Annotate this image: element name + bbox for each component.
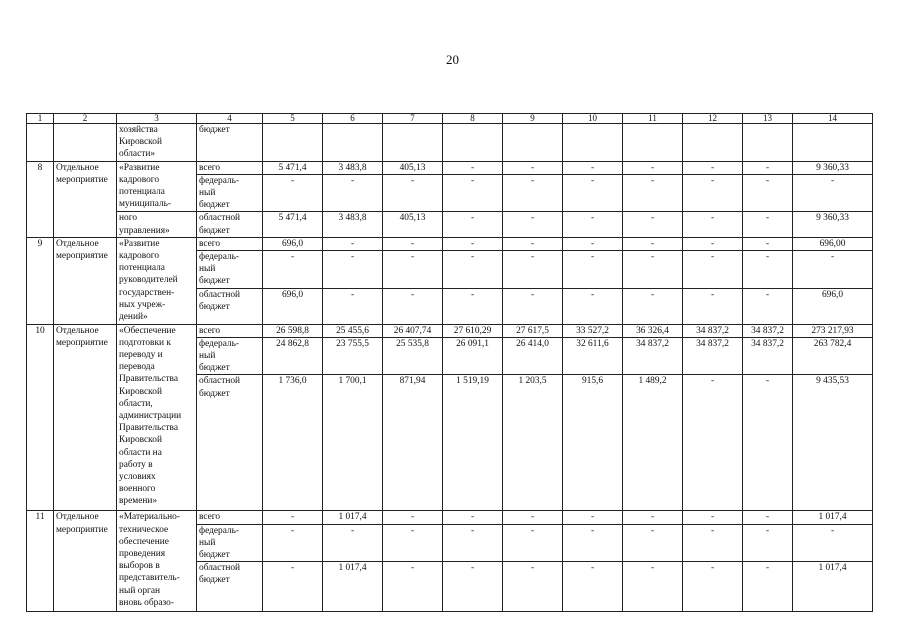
event-number: 8 (27, 161, 54, 237)
budget-value: - (743, 524, 793, 562)
column-number: 2 (54, 114, 117, 124)
budget-value: - (623, 288, 683, 324)
budget-value: 9 435,53 (793, 375, 873, 511)
budget-value: - (503, 251, 563, 289)
budget-value: - (503, 237, 563, 250)
budget-value: - (323, 524, 383, 562)
budget-value: - (383, 562, 443, 612)
column-number: 11 (623, 114, 683, 124)
column-number: 4 (197, 114, 263, 124)
column-number: 8 (443, 114, 503, 124)
event-type: Отдельное мероприятие (54, 161, 117, 237)
funding-source: бюджет (197, 124, 263, 162)
funding-source: федераль- ный бюджет (197, 337, 263, 375)
budget-value: - (503, 288, 563, 324)
budget-value: - (623, 511, 683, 524)
event-name: «Развитие кадрового потенциала руководителей государствен- ных учреж- дений» (117, 237, 197, 324)
budget-table (26, 113, 873, 612)
budget-value: - (503, 562, 563, 612)
budget-value: - (443, 288, 503, 324)
budget-value: - (383, 174, 443, 212)
budget-value: - (563, 212, 623, 237)
budget-value: 9 360,33 (793, 161, 873, 174)
funding-source: областной бюджет (197, 562, 263, 612)
column-number: 9 (503, 114, 563, 124)
budget-value: 27 617,5 (503, 324, 563, 337)
budget-value: 25 455,6 (323, 324, 383, 337)
budget-row (27, 212, 873, 237)
budget-value: 5 471,4 (263, 161, 323, 174)
budget-value: - (743, 251, 793, 289)
budget-value: 1 700,1 (323, 375, 383, 511)
budget-value: - (793, 251, 873, 289)
budget-value: - (683, 562, 743, 612)
budget-value: - (563, 524, 623, 562)
budget-value: 27 610,29 (443, 324, 503, 337)
budget-value: 34 837,2 (683, 337, 743, 375)
budget-value: - (383, 288, 443, 324)
budget-value: - (683, 161, 743, 174)
continuation-row (27, 124, 873, 162)
column-number: 10 (563, 114, 623, 124)
budget-value: - (443, 251, 503, 289)
budget-value: - (443, 511, 503, 524)
column-number: 13 (743, 114, 793, 124)
budget-row (27, 511, 873, 524)
budget-value: - (793, 174, 873, 212)
budget-value: - (383, 251, 443, 289)
budget-value: - (563, 174, 623, 212)
budget-value: 1 017,4 (793, 511, 873, 524)
budget-value: - (793, 524, 873, 562)
budget-value: 34 837,2 (623, 337, 683, 375)
budget-value: 1 489,2 (623, 375, 683, 511)
budget-value: 405,13 (383, 161, 443, 174)
event-number: 9 (27, 237, 54, 324)
budget-value: 696,0 (793, 288, 873, 324)
funding-source: всего (197, 511, 263, 524)
budget-value: - (683, 174, 743, 212)
funding-source: областной бюджет (197, 212, 263, 237)
funding-source: областной бюджет (197, 288, 263, 324)
budget-value: 34 837,2 (743, 324, 793, 337)
budget-value: - (743, 288, 793, 324)
budget-value: 696,00 (793, 237, 873, 250)
budget-value: 405,13 (383, 212, 443, 237)
budget-value: - (623, 251, 683, 289)
column-number: 1 (27, 114, 54, 124)
budget-value: 3 483,8 (323, 161, 383, 174)
budget-value: - (623, 174, 683, 212)
column-number-row (27, 114, 873, 124)
budget-value: 9 360,33 (793, 212, 873, 237)
budget-value: - (323, 237, 383, 250)
budget-value: - (263, 524, 323, 562)
budget-value: 3 483,8 (323, 212, 383, 237)
budget-value: - (263, 174, 323, 212)
budget-value: 34 837,2 (683, 324, 743, 337)
budget-value: - (743, 511, 793, 524)
budget-value: 1 017,4 (323, 511, 383, 524)
column-number: 12 (683, 114, 743, 124)
budget-value: - (323, 174, 383, 212)
funding-source: всего (197, 324, 263, 337)
budget-value: - (443, 562, 503, 612)
budget-value: 273 217,93 (793, 324, 873, 337)
budget-value: - (743, 237, 793, 250)
funding-source: областной бюджет (197, 375, 263, 511)
funding-source: федераль- ный бюджет (197, 174, 263, 212)
budget-value: - (743, 562, 793, 612)
budget-value: - (683, 375, 743, 511)
budget-value: - (623, 237, 683, 250)
funding-source: всего (197, 237, 263, 250)
funding-source: федераль- ный бюджет (197, 524, 263, 562)
budget-value: - (623, 524, 683, 562)
budget-value: - (683, 511, 743, 524)
budget-value: 1 519,19 (443, 375, 503, 511)
column-number: 7 (383, 114, 443, 124)
budget-value: 34 837,2 (743, 337, 793, 375)
budget-value: - (683, 212, 743, 237)
budget-value: - (503, 511, 563, 524)
budget-value: - (443, 174, 503, 212)
budget-value: - (263, 251, 323, 289)
budget-value: - (743, 212, 793, 237)
budget-row (27, 237, 873, 250)
budget-value: - (683, 288, 743, 324)
budget-value: - (323, 251, 383, 289)
budget-value: - (563, 161, 623, 174)
budget-value: - (623, 161, 683, 174)
budget-value: 915,6 (563, 375, 623, 511)
budget-value: - (623, 212, 683, 237)
budget-value: - (563, 511, 623, 524)
budget-value: - (503, 174, 563, 212)
budget-value: 26 407,74 (383, 324, 443, 337)
budget-value: - (263, 562, 323, 612)
funding-source: всего (197, 161, 263, 174)
budget-value: - (683, 237, 743, 250)
budget-value: - (563, 251, 623, 289)
event-name: «Развитие кадрового потенциала муниципаль- (117, 161, 197, 212)
budget-value: - (683, 251, 743, 289)
budget-value: 25 535,8 (383, 337, 443, 375)
budget-value: - (383, 511, 443, 524)
event-type: Отдельное мероприятие (54, 324, 117, 511)
budget-value: - (623, 562, 683, 612)
budget-value: - (383, 524, 443, 562)
budget-row (27, 324, 873, 337)
budget-value: - (503, 524, 563, 562)
event-type: Отдельное мероприятие (54, 511, 117, 612)
budget-value: - (383, 237, 443, 250)
budget-value: 263 782,4 (793, 337, 873, 375)
budget-value: - (563, 237, 623, 250)
budget-value: 871,94 (383, 375, 443, 511)
column-number: 5 (263, 114, 323, 124)
budget-value: - (503, 212, 563, 237)
budget-value: - (263, 511, 323, 524)
budget-value: 36 326,4 (623, 324, 683, 337)
funding-source: федераль- ный бюджет (197, 251, 263, 289)
event-number: 11 (27, 511, 54, 612)
budget-value: - (443, 161, 503, 174)
budget-value: 26 414,0 (503, 337, 563, 375)
event-number: 10 (27, 324, 54, 511)
budget-value: - (743, 174, 793, 212)
column-number: 3 (117, 114, 197, 124)
budget-value: - (683, 524, 743, 562)
budget-value: 1 203,5 (503, 375, 563, 511)
budget-value: - (443, 212, 503, 237)
budget-value: 23 755,5 (323, 337, 383, 375)
page-number: 20 (446, 52, 459, 67)
budget-value: 32 611,6 (563, 337, 623, 375)
budget-value: 26 091,1 (443, 337, 503, 375)
event-name: «Материально- техническое обеспечение проведения выборов в представитель- ный орган вновь образо- (117, 511, 197, 612)
budget-value: 33 527,2 (563, 324, 623, 337)
budget-value: - (743, 375, 793, 511)
event-name: хозяйства Кировской области» (117, 124, 197, 162)
budget-value: 1 017,4 (793, 562, 873, 612)
column-number: 14 (793, 114, 873, 124)
budget-value: - (743, 161, 793, 174)
budget-row (27, 161, 873, 174)
budget-value: 696,0 (263, 237, 323, 250)
budget-value: - (323, 288, 383, 324)
budget-value: - (503, 161, 563, 174)
budget-value: 696,0 (263, 288, 323, 324)
budget-value: 5 471,4 (263, 212, 323, 237)
event-name: ного управления» (117, 212, 197, 237)
budget-value: - (563, 288, 623, 324)
budget-value: 1 736,0 (263, 375, 323, 511)
budget-value: - (443, 524, 503, 562)
column-number: 6 (323, 114, 383, 124)
budget-value: 26 598,8 (263, 324, 323, 337)
budget-value: 1 017,4 (323, 562, 383, 612)
budget-value: - (443, 237, 503, 250)
event-name: «Обеспечение подготовки к переводу и перевода Правительства Кировской области, администрации Правительства Кировской области на работу в условиях военного времени» (117, 324, 197, 511)
budget-value: - (563, 562, 623, 612)
event-type: Отдельное мероприятие (54, 237, 117, 324)
budget-value: 24 862,8 (263, 337, 323, 375)
